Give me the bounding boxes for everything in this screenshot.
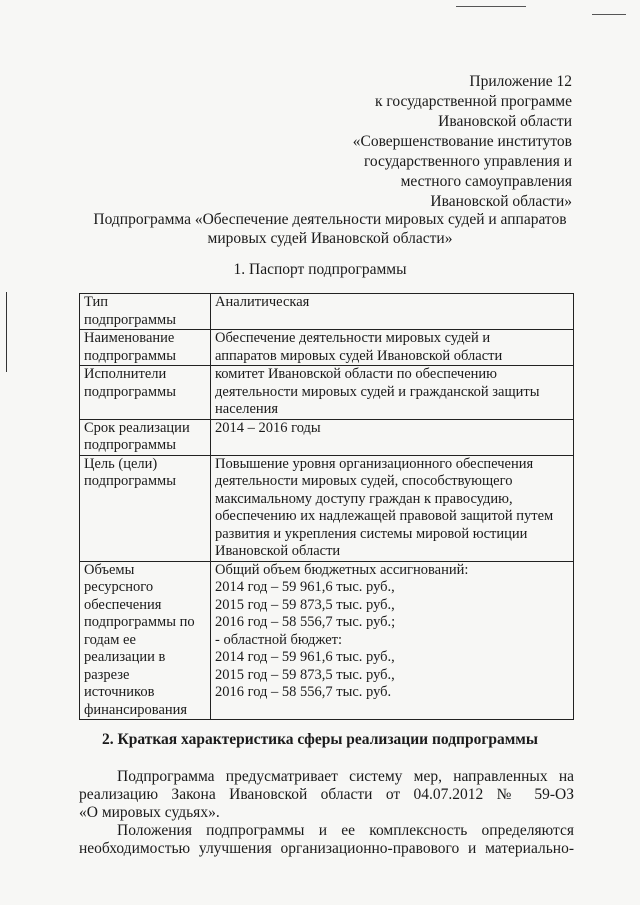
value-line: деятельности мировых судей и гражданской защиты: [215, 383, 540, 400]
row-label: [80, 330, 211, 366]
value-line: - областной бюджет:: [215, 631, 343, 648]
subprogram-title: [60, 210, 600, 248]
label-line: Срок реализации: [84, 419, 190, 436]
value-line: комитет Ивановской области по обеспечению: [215, 366, 497, 382]
row-label: [80, 419, 211, 455]
label-line: годам ее: [84, 631, 136, 648]
value-line: 2014 – 2016 годы: [215, 419, 321, 436]
section-2-heading: 2. Краткая характеристика сферы реализации подпрограммы: [102, 731, 538, 748]
label-line: финансирования: [84, 701, 188, 718]
row-label: [80, 455, 211, 561]
row-value: [211, 330, 574, 366]
value-line: 2014 год – 59 961,6 тыс. руб.,: [215, 579, 395, 595]
label-line: разрезе: [84, 666, 130, 683]
label-line: подпрограммы: [84, 383, 176, 400]
value-line: населения: [215, 401, 279, 417]
value-line: 2016 год – 58 556,7 тыс. руб.;: [215, 614, 396, 630]
value-line: 2015 год – 59 873,5 тыс. руб.,: [215, 596, 395, 613]
label-line: Цель (цели): [84, 455, 158, 472]
annex-line: «Совершенствование институтов: [352, 133, 572, 150]
label-line: подпрограммы по: [84, 614, 195, 630]
annex-line: местного самоуправления: [400, 173, 572, 190]
annex-line: к государственной программе: [374, 93, 572, 110]
label-line: Объемы: [84, 561, 135, 578]
label-line: источников: [84, 684, 155, 700]
annex-line: государственного управления и: [363, 153, 572, 170]
paragraph-line: реализацию Закона Ивановской области от 04.07.2012 № 59-ОЗ: [79, 786, 574, 803]
value-line: Общий объем бюджетных ассигнований:: [215, 561, 469, 578]
table-row: [80, 419, 574, 455]
value-line: Ивановской области: [215, 543, 341, 559]
value-line: Повышение уровня организационного обеспечения: [215, 455, 534, 472]
label-line: Исполнители: [84, 366, 167, 382]
value-line: 2015 год – 59 873,5 тыс. руб.,: [215, 666, 395, 683]
row-label: [80, 294, 211, 330]
label-line: обеспечения: [84, 596, 162, 613]
row-value: [211, 561, 574, 720]
label-line: подпрограммы: [84, 347, 176, 364]
paragraph-line: «О мировых судьях».: [79, 804, 220, 821]
title-line: Подпрограмма «Обеспечение деятельности мировых судей и аппаратов: [93, 211, 567, 228]
paragraph-line: необходимостью улучшения организационно-правового и материально-: [79, 840, 574, 857]
label-line: подпрограммы: [84, 311, 176, 328]
scan-artifact-top-2: [592, 14, 626, 15]
annex-header: [353, 72, 572, 212]
label-line: подпрограммы: [84, 473, 176, 489]
passport-table: [79, 293, 574, 720]
paragraph-2: [79, 822, 574, 858]
row-label: [80, 561, 211, 720]
table-row: [80, 330, 574, 366]
value-line: 2014 год – 59 961,6 тыс. руб.,: [215, 649, 395, 665]
value-line: развития и укрепления системы мировой юстиции: [215, 525, 528, 542]
value-line: обеспечению их надлежащей правовой защитой путем: [215, 508, 554, 524]
value-line: Обеспечение деятельности мировых судей и: [215, 330, 491, 346]
annex-line: Ивановской области»: [430, 193, 572, 210]
section-1-heading: 1. Паспорт подпрограммы: [233, 261, 407, 278]
paragraph-line: Положения подпрограммы и ее комплексность определяются: [117, 822, 574, 839]
annex-line: Ивановской области: [438, 113, 572, 130]
row-value: [211, 294, 574, 330]
value-line: деятельности мировых судей, способствующего: [215, 473, 513, 489]
title-line: мировых судей Ивановской области»: [207, 230, 453, 247]
annex-line: Приложение 12: [469, 73, 572, 90]
label-line: Наименование: [84, 330, 175, 346]
table-row: [80, 561, 574, 720]
table-row: [80, 455, 574, 561]
row-value: [211, 366, 574, 420]
paragraph-line: Подпрограмма предусматривает систему мер, направленных на: [117, 768, 574, 785]
row-value: [211, 455, 574, 561]
label-line: Тип: [84, 294, 109, 310]
row-value: [211, 419, 574, 455]
scan-artifact-top-1: [456, 6, 526, 7]
value-line: 2016 год – 58 556,7 тыс. руб.: [215, 684, 392, 700]
table-row: [80, 294, 574, 330]
scan-artifact-left: [6, 292, 7, 372]
paragraph-1: [79, 768, 574, 822]
row-label: [80, 366, 211, 420]
label-line: реализации в: [84, 649, 166, 665]
value-line: аппаратов мировых судей Ивановской области: [215, 347, 503, 364]
value-line: максимальному доступу граждан к правосудию,: [215, 490, 513, 507]
value-line: Аналитическая: [215, 294, 310, 310]
label-line: ресурсного: [84, 579, 154, 595]
table-row: [80, 366, 574, 420]
label-line: подпрограммы: [84, 437, 176, 453]
